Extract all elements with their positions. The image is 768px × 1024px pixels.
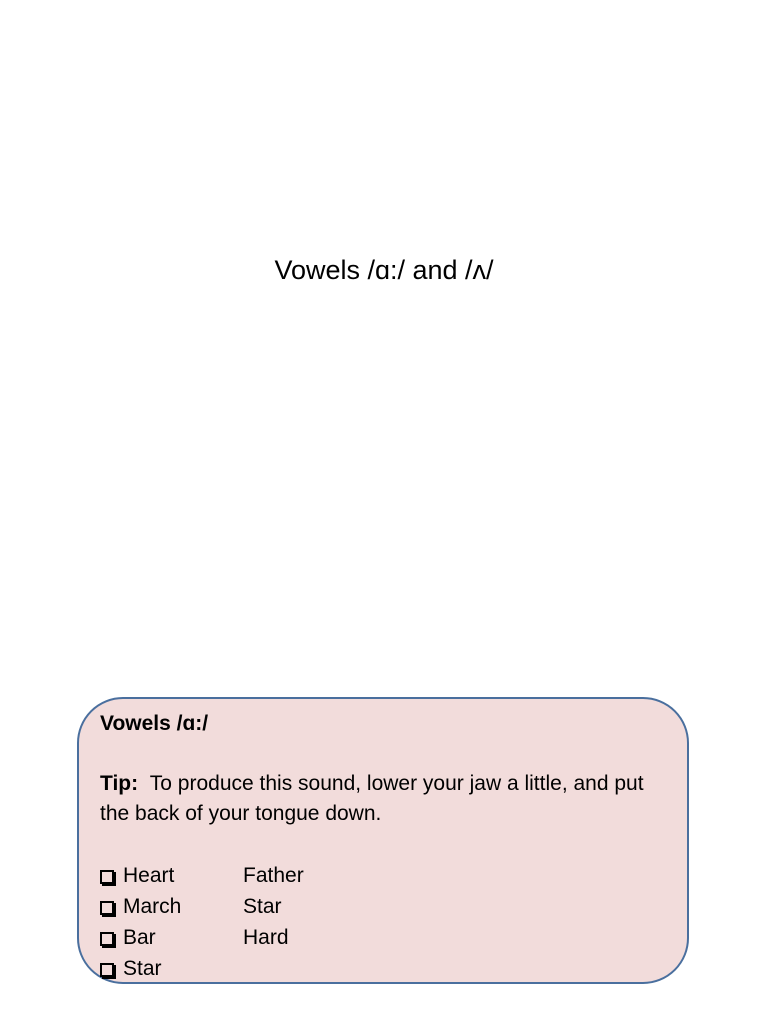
word-item bbox=[100, 923, 156, 953]
slide-title: Vowels /ɑ:/ and /ʌ/ bbox=[274, 255, 494, 285]
checkbox-icon[interactable] bbox=[100, 870, 114, 884]
box-heading: Vowels /ɑ:/ bbox=[100, 712, 209, 735]
word-left: Heart bbox=[123, 864, 175, 887]
word-right: Star bbox=[243, 895, 282, 918]
word-right: Father bbox=[243, 864, 304, 887]
vowel-tip-box bbox=[77, 697, 689, 984]
word-item bbox=[100, 892, 181, 922]
word-item bbox=[100, 954, 162, 984]
checkbox-icon[interactable] bbox=[100, 963, 114, 977]
word-list bbox=[100, 861, 669, 985]
word-row bbox=[100, 892, 669, 923]
tip-paragraph bbox=[100, 769, 669, 829]
word-left: Star bbox=[123, 957, 162, 980]
checkbox-icon[interactable] bbox=[100, 901, 114, 915]
word-left: March bbox=[123, 895, 182, 918]
word-item bbox=[100, 861, 174, 891]
word-row bbox=[100, 923, 669, 954]
word-right: Hard bbox=[243, 926, 289, 949]
word-row bbox=[100, 861, 669, 892]
checkbox-icon[interactable] bbox=[100, 932, 114, 946]
tip-label: Tip: bbox=[100, 772, 139, 795]
word-left: Bar bbox=[123, 926, 156, 949]
tip-text: To produce this sound, lower your jaw a little, and put the back of your tongue down. bbox=[100, 772, 644, 825]
word-row bbox=[100, 954, 669, 985]
